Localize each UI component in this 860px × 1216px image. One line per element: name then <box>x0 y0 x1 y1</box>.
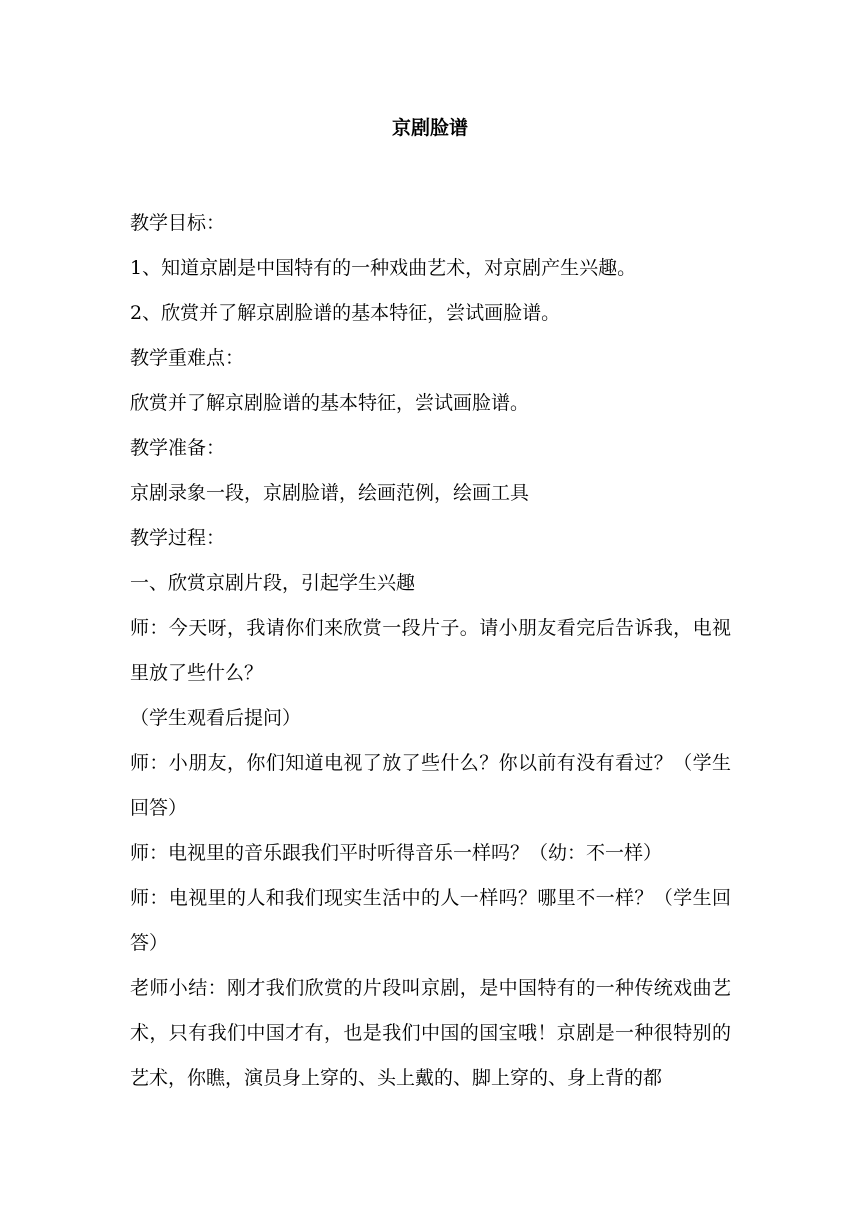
key-points-text: 欣赏并了解京剧脸谱的基本特征，尝试画脸谱。 <box>130 392 530 414</box>
section-heading-objectives: 教学目标： <box>130 212 226 234</box>
process-step-heading: 一、欣赏京剧片段，引起学生兴趣 <box>130 572 416 594</box>
dialogue-paragraph: 师：今天呀，我请你们来欣赏一段片子。请小朋友看完后告诉我，电视里放了些什么？ <box>130 617 731 684</box>
document-body <box>130 201 731 1101</box>
dialogue-paragraph: 师：电视里的人和我们现实生活中的人一样吗？哪里不一样？（学生回答） <box>130 887 731 954</box>
objective-item: 2、欣赏并了解京剧脸谱的基本特征，尝试画脸谱。 <box>130 302 561 324</box>
objective-item: 1、知道京剧是中国特有的一种戏曲艺术，对京剧产生兴趣。 <box>130 257 637 279</box>
dialogue-paragraph: 师：电视里的音乐跟我们平时听得音乐一样吗？（幼：不一样） <box>130 842 663 864</box>
section-heading-key-points: 教学重难点： <box>130 347 245 369</box>
preparation-text: 京剧录象一段，京剧脸谱，绘画范例，绘画工具 <box>130 482 530 504</box>
section-heading-process: 教学过程： <box>130 527 226 549</box>
summary-paragraph: 老师小结：刚才我们欣赏的片段叫京剧，是中国特有的一种传统戏曲艺术，只有我们中国才有，也是我们中国的国宝哦！京剧是一种很特别的艺术，你瞧，演员身上穿的、头上戴的、脚上穿的、身上背的都 <box>130 977 731 1089</box>
document-title: 京剧脸谱 <box>391 117 468 139</box>
dialogue-paragraph: （学生观看后提问） <box>130 707 302 729</box>
section-heading-preparation: 教学准备： <box>130 437 226 459</box>
dialogue-paragraph: 师：小朋友，你们知道电视了放了些什么？你以前有没有看过？（学生回答） <box>130 752 731 819</box>
